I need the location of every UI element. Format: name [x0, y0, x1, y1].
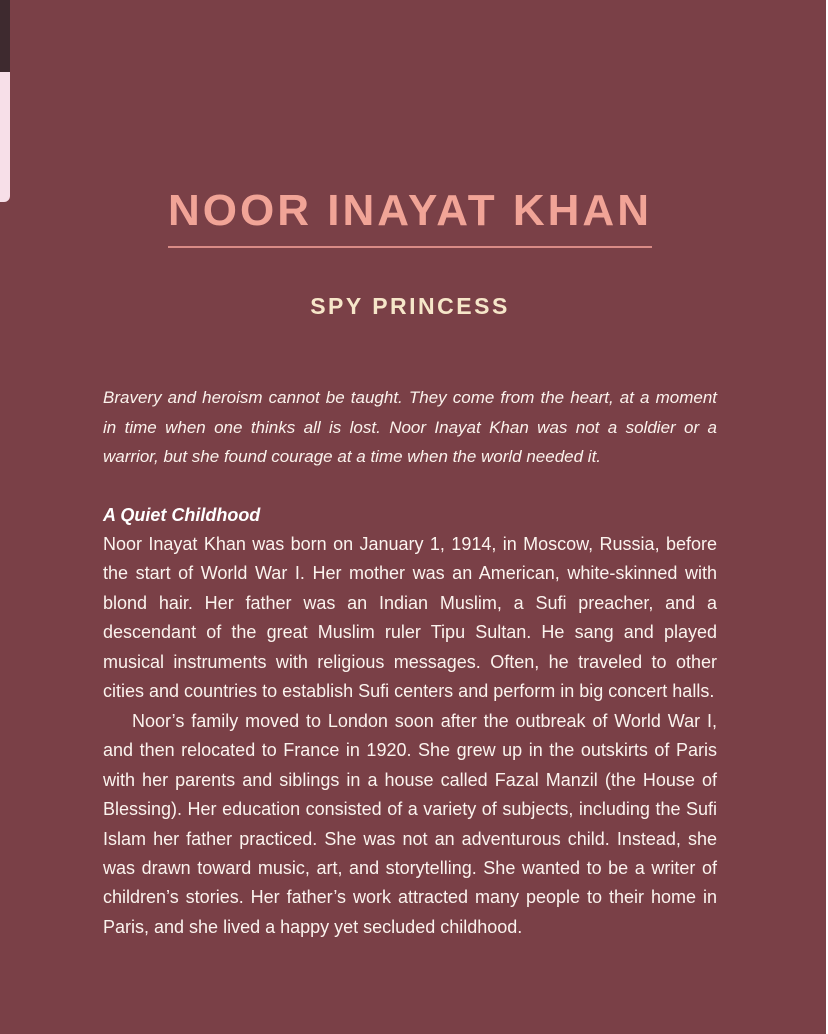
section-heading: A Quiet Childhood: [103, 505, 261, 525]
body-paragraph-2: Noor’s family moved to London soon after the outbreak of World War I, and then relocated to France in 1920. She grew up in the outskirts of Paris with her parents and siblings in a house called Fazal Manzil (the House of Blessing). Her education consisted of a variety of subjects, including the Sufi Islam her father practiced. She was not an adventurous child. Instead, she was drawn toward music, art, and storytelling. She wanted to be a writer of children’s stories. Her father’s work attracted many people to their home in Paris, and she lived a happy yet secluded childhood.: [103, 711, 717, 937]
page-subtitle: SPY PRINCESS: [310, 293, 510, 319]
intro-paragraph: Bravery and heroism cannot be taught. They come from the heart, at a moment in time when one thinks all is lost. Noor Inayat Khan was not a soldier or a warrior, but she found courage at a time when the world needed it.: [103, 388, 717, 466]
title-divider: [168, 246, 652, 248]
page-title: NOOR INAYAT KHAN: [168, 186, 652, 235]
edge-tab: [0, 72, 10, 202]
body-paragraph-1: Noor Inayat Khan was born on January 1, 1914, in Moscow, Russia, before the start of World War I. Her mother was an American, white-skinned with blond hair. Her father was an Indian Muslim, a Sufi preacher, and a descendant of the great Muslim ruler Tipu Sultan. He sang and played musical instruments with religious messages. Often, he traveled to other cities and countries to establish Sufi centers and perform in big concert halls.: [103, 534, 717, 702]
edge-shadow: [0, 0, 10, 72]
